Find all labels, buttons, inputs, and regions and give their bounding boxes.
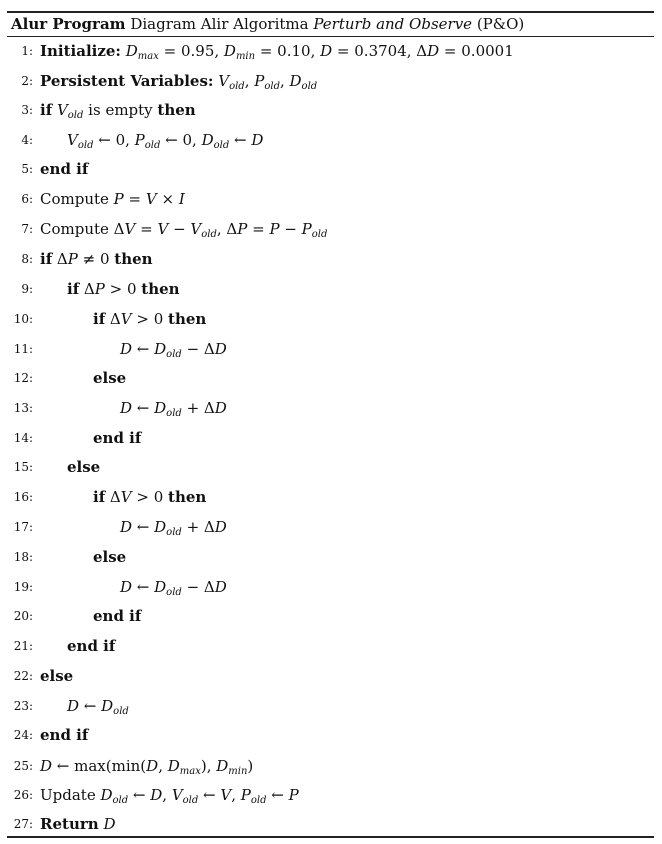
caption-rule — [7, 36, 654, 37]
caption-abbrev: (P&O) — [476, 15, 525, 33]
line-number: 3: — [21, 103, 33, 117]
line-text: if ΔP ≠ 0 then — [40, 250, 153, 268]
line-text: if ΔV > 0 then — [93, 488, 207, 506]
caption-text: Diagram Alir Algoritma — [130, 15, 309, 33]
line-text: Update $D_{old}$ ← D, $V_{old}$ ← V, $P_{old}$ ← P — [40, 786, 299, 806]
line-text: D ← $D_{old} - \Delta D$ — [120, 340, 227, 360]
line-text: Initialize: $D_{max} = 0.95$, $D_{min} = 0.10$, D = 0.3704, ΔD = 0.0001 — [40, 42, 514, 62]
line-number: 18: — [13, 550, 33, 564]
line-text: Return D — [40, 815, 116, 833]
line-number: 9: — [21, 282, 33, 296]
line-text: D ← $D_{old} + \Delta D$ — [120, 399, 227, 419]
line-text: D ← max(min(D, $D_{max}$), $D_{min}$) — [40, 757, 254, 777]
line-number: 20: — [13, 609, 33, 623]
line-text: else — [93, 369, 127, 387]
line-text: D ← $D_{old} - \Delta D$ — [120, 578, 227, 598]
algorithm-caption — [11, 14, 524, 34]
line-number: 6: — [21, 192, 33, 206]
line-number: 19: — [13, 580, 33, 594]
line-text: else — [67, 458, 101, 476]
line-number: 24: — [13, 728, 33, 742]
line-text: end if — [40, 160, 89, 178]
line-number: 10: — [13, 312, 33, 326]
caption-label: Alur Program — [11, 15, 126, 33]
line-number: 8: — [21, 252, 33, 266]
line-number: 5: — [21, 162, 33, 176]
line-number: 23: — [13, 699, 33, 713]
line-text: if ΔP > 0 then — [67, 280, 180, 298]
line-text: end if — [40, 726, 89, 744]
line-text: end if — [93, 429, 142, 447]
line-text: Persistent Variables: $V_{old}$, $P_{old}$, $D_{old}$ — [40, 72, 318, 92]
line-text: D ← $D_{old} + \Delta D$ — [120, 518, 227, 538]
line-number: 16: — [13, 490, 33, 504]
line-number: 2: — [21, 74, 33, 88]
line-number: 14: — [13, 431, 33, 445]
top-rule — [7, 11, 654, 13]
line-number: 4: — [21, 133, 33, 147]
line-number: 22: — [13, 669, 33, 683]
line-number: 1: — [21, 44, 33, 58]
line-number: 11: — [13, 342, 33, 356]
line-number: 15: — [13, 460, 33, 474]
line-text: Compute P = V × I — [40, 190, 185, 208]
line-number: 21: — [13, 639, 33, 653]
line-text: Compute $\Delta V = V - V_{old}$, $\Delta P = P - P_{old}$ — [40, 220, 328, 240]
line-text: else — [93, 548, 127, 566]
caption-method: Perturb and Observe — [313, 15, 473, 33]
line-number: 13: — [13, 401, 33, 415]
line-number: 26: — [13, 788, 33, 802]
line-text: else — [40, 667, 74, 685]
bottom-rule — [7, 836, 654, 838]
line-text: end if — [93, 607, 142, 625]
line-text: if $V_{old}$ is empty then — [40, 101, 196, 121]
line-number: 25: — [13, 759, 33, 773]
line-text: D ← $D_{old}$ — [67, 697, 129, 717]
line-number: 7: — [21, 222, 33, 236]
line-text: $V_{old}$ ← 0, $P_{old}$ ← 0, $D_{old}$ ← D — [67, 131, 264, 151]
line-text: if ΔV > 0 then — [93, 310, 207, 328]
line-text: end if — [67, 637, 116, 655]
line-number: 12: — [13, 371, 33, 385]
line-number: 27: — [13, 817, 33, 831]
line-number: 17: — [13, 520, 33, 534]
